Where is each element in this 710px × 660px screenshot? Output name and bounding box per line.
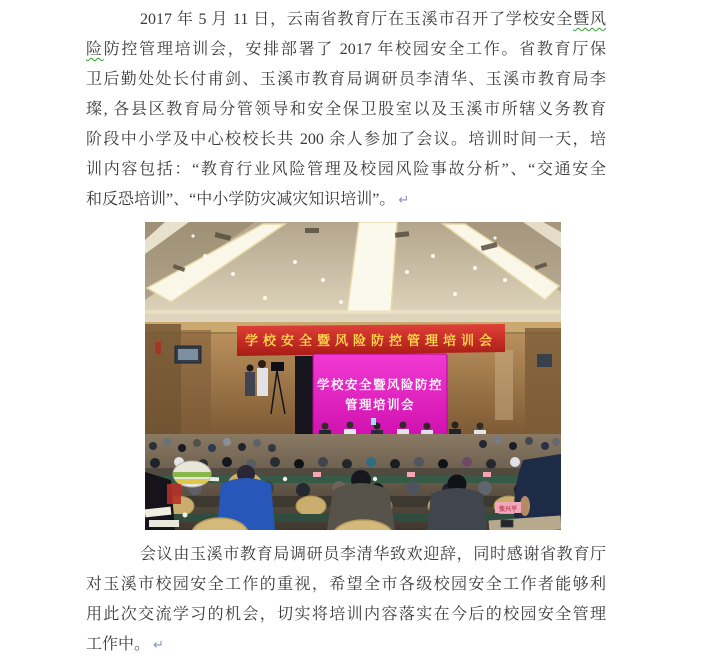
text-line (86, 570, 606, 600)
conference-photo[interactable] (145, 222, 561, 530)
phone-held-up (371, 418, 376, 425)
text-run: 阶段中小学及中心校校长共 200 余人参加了会议。培训时间一天，培 (86, 131, 606, 148)
banner-text: 学校安全暨风险防控管理培训会 (244, 333, 498, 348)
screen-text-line2: 管理培训会 (344, 398, 416, 412)
text-line (86, 185, 606, 215)
text-run: 和反恐培训”、“中小学防灾减灾知识培训”。 (86, 191, 396, 208)
text-line (86, 155, 606, 185)
text-run: 防控管理培训会，安排部署了 2017 年校园安全工作。省教育厅保 (103, 41, 606, 58)
wall-sconce (155, 342, 161, 354)
conference-banner (237, 324, 505, 356)
spellcheck-flagged-text: 暨风 (573, 11, 606, 28)
text-line (86, 65, 606, 95)
wall-picture-frame (175, 346, 201, 363)
text-line (86, 600, 606, 630)
name-card-text: 张兴平 (498, 507, 518, 513)
paragraph-mark: ↵ (398, 193, 410, 208)
text-run: 工作中。 (86, 636, 151, 653)
text-run: 会议由玉溪市教育局调研员李清华致欢迎辞，同时感谢省教育厅 (140, 546, 606, 563)
text-line (86, 5, 606, 35)
text-run: 卫后勤处处长付甫剑、玉溪市教育局调研员李清华、玉溪市教育局李 (86, 71, 606, 88)
text-run: 训内容包括：“教育行业风险管理及校园风险事故分析”、“交通安全 (86, 161, 606, 178)
wall-picture-frame (537, 354, 552, 367)
paragraph-intro[interactable] (86, 5, 606, 215)
text-line (86, 125, 606, 155)
photo-ceiling (145, 222, 561, 340)
screen-text-line1: 学校安全暨风险防控 (316, 378, 444, 392)
text-run: 用此次交流学习的机会，切实将培训内容落实在今后的校园安全管理 (86, 606, 606, 623)
text-run: 璨, 各县区教育局分管领导和安全保卫股室以及玉溪市所辖义务教育 (86, 101, 606, 118)
spellcheck-flagged-text: 险 (86, 41, 104, 58)
text-line (86, 95, 606, 125)
paragraph-closing[interactable] (86, 540, 606, 660)
text-line (86, 540, 606, 570)
audience (145, 434, 561, 530)
text-line (86, 35, 606, 65)
text-run: 对玉溪市校园安全工作的重视，希望全市各级校园安全工作者能够利 (86, 576, 606, 593)
paragraph-mark: ↵ (153, 638, 164, 653)
text-line (86, 630, 606, 660)
text-run: 2017 年 5 月 11 日，云南省教育厅在玉溪市召开了学校安全 (140, 11, 574, 28)
